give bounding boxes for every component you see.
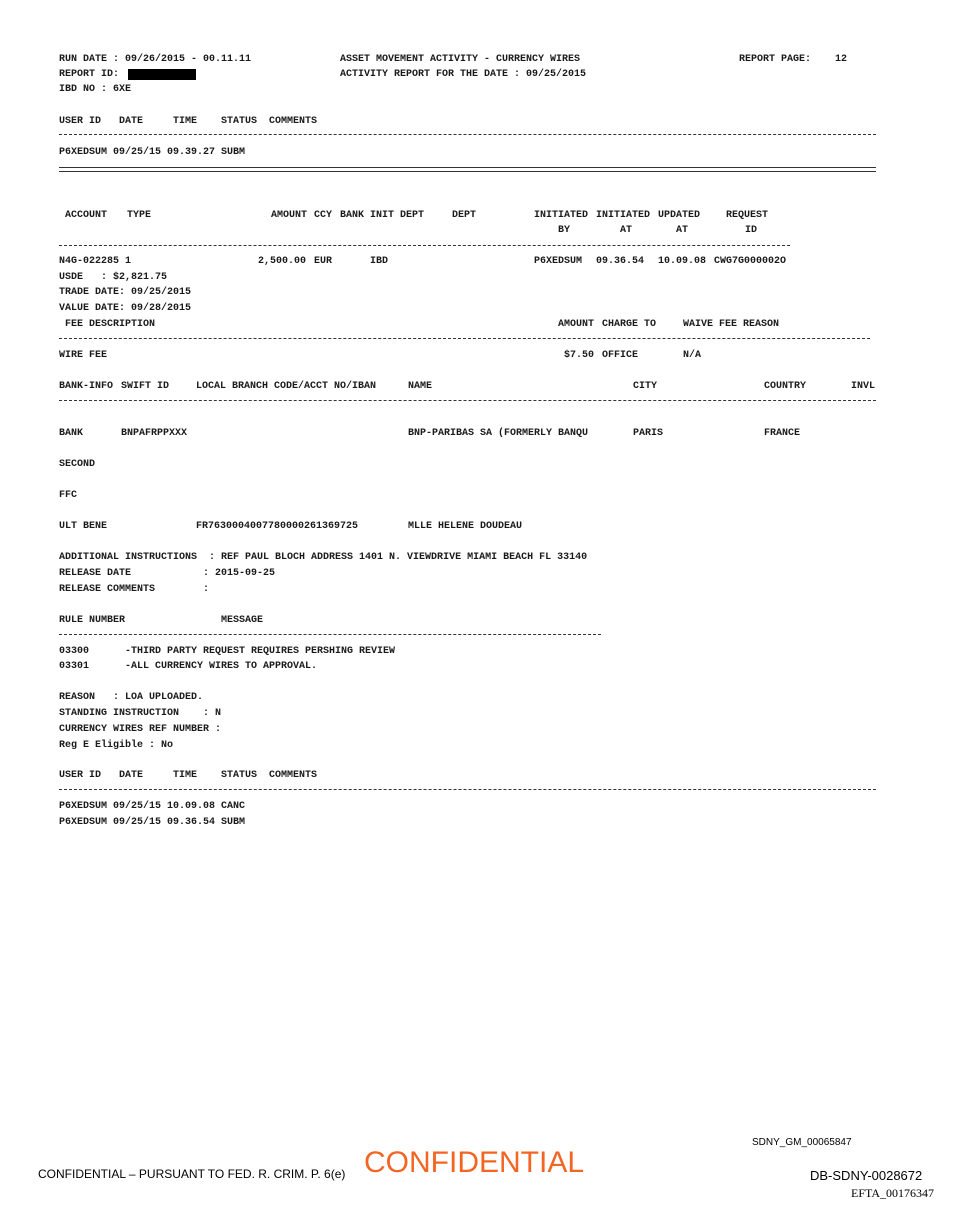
confidential-stamp: CONFIDENTIAL bbox=[364, 1146, 585, 1179]
fee-waive-reason-header: WAIVE FEE REASON bbox=[683, 319, 780, 330]
second-row-info: SECOND bbox=[59, 459, 96, 470]
col-bank: BANK bbox=[340, 210, 365, 221]
history-row: P6XEDSUM 09/25/15 09.36.54 SUBM bbox=[59, 817, 246, 828]
ult-bene-row-info: ULT BENE bbox=[59, 521, 108, 532]
report-subtitle: ACTIVITY REPORT FOR THE DATE : 09/25/2015 bbox=[340, 69, 587, 80]
divider bbox=[59, 134, 876, 135]
fee-amount-header: AMOUNT bbox=[558, 319, 595, 330]
ult-bene-iban: FR7630004007780000261369725 bbox=[196, 521, 359, 532]
double-divider bbox=[59, 167, 876, 172]
updated-at-value: 10.09.08 bbox=[658, 256, 707, 267]
message-header: MESSAGE bbox=[221, 615, 264, 626]
init-dept-value: IBD bbox=[370, 256, 389, 267]
col-account: ACCOUNT bbox=[65, 210, 108, 221]
report-title: ASSET MOVEMENT ACTIVITY - CURRENCY WIRES bbox=[340, 54, 581, 65]
initiated-by-value: P6XEDSUM bbox=[534, 256, 583, 267]
divider bbox=[59, 400, 876, 401]
request-id-value: CWG7G000002O bbox=[714, 256, 787, 267]
bates-db-sdny: DB-SDNY-0028672 bbox=[810, 1168, 923, 1183]
trade-date: TRADE DATE: 09/25/2015 bbox=[59, 287, 192, 298]
bates-efta: EFTA_00176347 bbox=[851, 1186, 935, 1200]
ffc-row-info: FFC bbox=[59, 490, 78, 501]
local-branch-header: LOCAL BRANCH CODE/ACCT NO/IBAN bbox=[196, 381, 377, 392]
standing-instruction: STANDING INSTRUCTION : N bbox=[59, 708, 222, 719]
bank-row-name: BNP-PARIBAS SA (FORMERLY BANQU bbox=[408, 428, 589, 439]
col-initiated-by: INITIATED bbox=[534, 210, 589, 221]
confidential-notice: CONFIDENTIAL – PURSUANT TO FED. R. CRIM. P. 6(e) bbox=[38, 1167, 346, 1181]
history-row: P6XEDSUM 09/25/15 10.09.08 CANC bbox=[59, 801, 246, 812]
rule-row: 03301 -ALL CURRENCY WIRES TO APPROVAL. bbox=[59, 661, 318, 672]
col-init-dept: INIT DEPT bbox=[370, 210, 425, 221]
ibd-number: IBD NO : 6XE bbox=[59, 84, 132, 95]
run-date: RUN DATE : 09/26/2015 - 00.11.11 bbox=[59, 54, 252, 65]
reason: REASON : LOA UPLOADED. bbox=[59, 692, 204, 703]
history-headers: USER ID DATE TIME STATUS COMMENTS bbox=[59, 770, 318, 781]
reg-e-eligible: Reg E Eligible : No bbox=[59, 740, 174, 751]
rule-number-header: RULE NUMBER bbox=[59, 615, 126, 626]
fee-charge-to-header: CHARGE TO bbox=[602, 319, 657, 330]
bank-info-header: BANK-INFO bbox=[59, 381, 114, 392]
fee-description-value: WIRE FEE bbox=[59, 350, 108, 361]
col-request: REQUEST bbox=[726, 210, 769, 221]
bank-row-country: FRANCE bbox=[764, 428, 801, 439]
initiated-at-value: 09.36.54 bbox=[596, 256, 645, 267]
invl-header: INVL bbox=[851, 381, 876, 392]
col-amount: AMOUNT bbox=[271, 210, 308, 221]
col-updated: UPDATED bbox=[658, 210, 701, 221]
city-header: CITY bbox=[633, 381, 658, 392]
account-number: N4G-022285 1 bbox=[59, 256, 132, 267]
rule-row: 03300 -THIRD PARTY REQUEST REQUIRES PERSHING REVIEW bbox=[59, 646, 396, 657]
country-header: COUNTRY bbox=[764, 381, 807, 392]
col-dept: DEPT bbox=[452, 210, 477, 221]
ult-bene-name: MLLE HELENE DOUDEAU bbox=[408, 521, 523, 532]
report-page-number: REPORT PAGE: 12 bbox=[739, 54, 848, 65]
report-id-label: REPORT ID: bbox=[59, 69, 120, 80]
history-row: P6XEDSUM 09/25/15 09.39.27 SUBM bbox=[59, 147, 246, 158]
additional-instructions: ADDITIONAL INSTRUCTIONS : REF PAUL BLOCH ADDRESS 1401 N. VIEWDRIVE MIAMI BEACH FL 33140 bbox=[59, 552, 588, 563]
bates-sdny-gm: SDNY_GM_00065847 bbox=[752, 1137, 852, 1148]
col-id: ID bbox=[745, 225, 758, 236]
release-comments: RELEASE COMMENTS : bbox=[59, 584, 210, 595]
divider bbox=[59, 245, 790, 246]
currency-value: EUR bbox=[314, 256, 333, 267]
redaction-bar bbox=[128, 69, 196, 80]
fee-description-header: FEE DESCRIPTION bbox=[65, 319, 156, 330]
history-headers: USER ID DATE TIME STATUS COMMENTS bbox=[59, 116, 318, 127]
divider bbox=[59, 634, 601, 635]
col-initiated-at: INITIATED bbox=[596, 210, 651, 221]
col-ccy: CCY bbox=[314, 210, 333, 221]
name-header: NAME bbox=[408, 381, 433, 392]
bank-row-city: PARIS bbox=[633, 428, 664, 439]
col-at-2: AT bbox=[676, 225, 689, 236]
col-by: BY bbox=[558, 225, 571, 236]
currency-wires-ref-number: CURRENCY WIRES REF NUMBER : bbox=[59, 724, 222, 735]
divider bbox=[59, 789, 876, 790]
amount-value: 2,500.00 bbox=[258, 256, 307, 267]
col-type: TYPE bbox=[127, 210, 152, 221]
fee-amount-value: $7.50 bbox=[564, 350, 595, 361]
usde-value: USDE : $2,821.75 bbox=[59, 272, 168, 283]
fee-charge-to-value: OFFICE bbox=[602, 350, 639, 361]
bank-row-info: BANK bbox=[59, 428, 84, 439]
swift-id-header: SWIFT ID bbox=[121, 381, 170, 392]
fee-waive-reason-value: N/A bbox=[683, 350, 702, 361]
value-date: VALUE DATE: 09/28/2015 bbox=[59, 303, 192, 314]
release-date: RELEASE DATE : 2015-09-25 bbox=[59, 568, 276, 579]
col-at-1: AT bbox=[620, 225, 633, 236]
divider bbox=[59, 338, 870, 339]
bank-row-swift: BNPAFRPPXXX bbox=[121, 428, 188, 439]
